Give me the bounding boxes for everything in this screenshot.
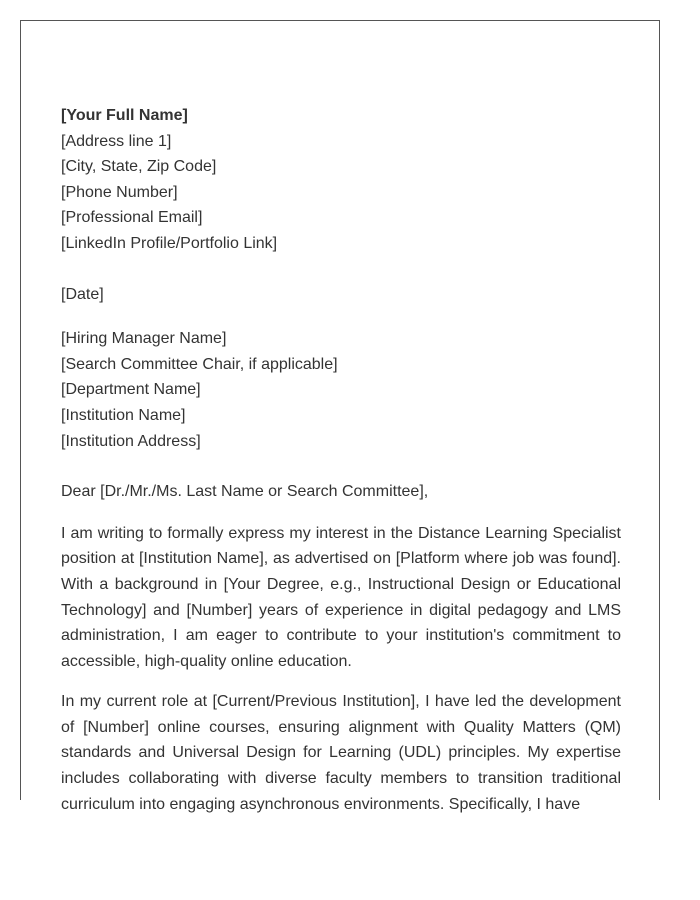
salutation: Dear [Dr./Mr./Ms. Last Name or Search Committee],	[61, 483, 429, 501]
sender-phone: [Phone Number]	[61, 183, 178, 201]
body-paragraph-intro: I am writing to formally express my interest in the Distance Learning Specialist position at [Institution Name], as advertised on [Platform where job was found]. With a background in [Your Degree, e.g., Instructional Design or Educational Technology] and [Number] years of experience in digital pedagogy and LMS administration, I am eager to contribute to your institution's commitment to accessible, high-quality online education.	[61, 524, 621, 670]
sender-email: [Professional Email]	[61, 209, 203, 227]
recipient-hiring-manager: [Hiring Manager Name]	[61, 330, 227, 348]
spacer	[61, 257, 621, 282]
sender-address-line-1: [Address line 1]	[61, 132, 172, 150]
recipient-department: [Department Name]	[61, 381, 201, 399]
spacer	[61, 454, 621, 479]
recipient-address: [Institution Address]	[61, 432, 201, 450]
letter-date: [Date]	[61, 285, 104, 303]
sender-linkedin: [LinkedIn Profile/Portfolio Link]	[61, 234, 278, 252]
recipient-committee-chair: [Search Committee Chair, if applicable]	[61, 355, 338, 373]
body-paragraph-experience: In my current role at [Current/Previous Institution], I have led the development of [Number] online courses, ensuring alignment with Quality Matters (QM) standards and Universal Design for Learning (UDL) principles. My expertise includes collaborating with diverse faculty members to transition traditional curriculum into engaging asynchronous environments. Specifically, I have	[61, 693, 621, 813]
spacer	[61, 307, 621, 326]
recipient-block	[61, 326, 621, 454]
spacer	[61, 505, 621, 521]
recipient-institution: [Institution Name]	[61, 406, 186, 424]
sender-full-name: [Your Full Name]	[61, 107, 188, 124]
sender-city-state-zip: [City, State, Zip Code]	[61, 158, 217, 176]
letter-page	[20, 20, 660, 813]
letter-content	[61, 103, 621, 832]
sender-block	[61, 103, 621, 257]
